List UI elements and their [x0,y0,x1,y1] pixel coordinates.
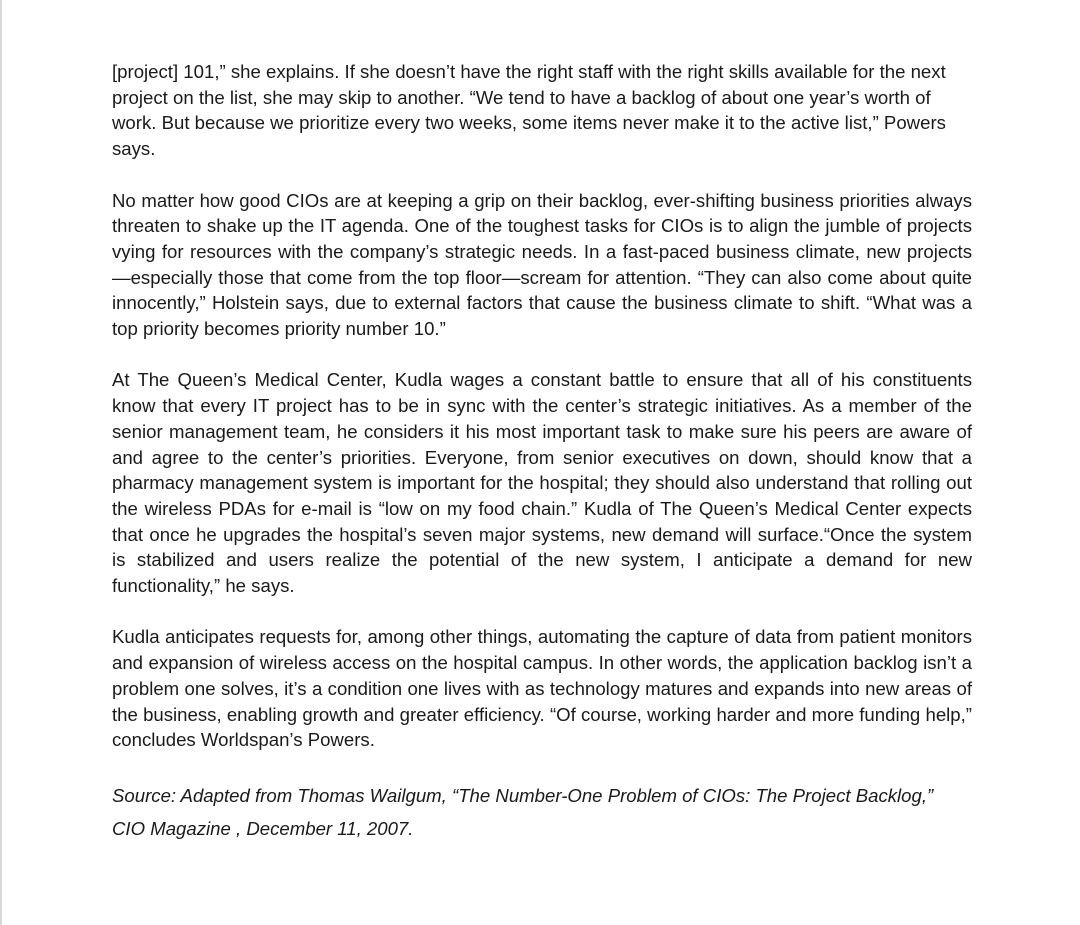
paragraph-4: Kudla anticipates requests for, among other things, automating the capture of data from patient monitors and expansion of wireless access on the hospital campus. In other words, the application backlog isn’t a problem one solves, it’s a condition one lives with as technology matures and expands into new areas of the business, enabling growth and greater efficiency. “Of course, working harder and more funding help,” concludes Worldspan’s Powers. [112,626,972,751]
document-body [112,59,972,845]
source-citation-line-1: Source: Adapted from Thomas Wailgum, “The Number-One Problem of CIOs: The Project Backlog,” [112,784,934,806]
paragraph-3: At The Queen’s Medical Center, Kudla wages a constant battle to ensure that all of his constituents know that every IT project has to be in sync with the center’s strategic initiatives. As a member of the senior management team, he considers it his most important task to make sure his peers are aware of and agree to the center’s priorities. Everyone, from senior executives on down, should know that a pharmacy management system is important for the hospital; they should also understand that rolling out the wireless PDAs for e-mail is “low on my food chain.” Kudla of The Queen’s Medical Center expects that once he upgrades the hospital’s seven major systems, new demand will surface.“Once the system is stabilized and users realize the potential of the new system, I anticipate a demand for new functionality,” he says. [112,369,972,597]
paragraph-1: [project] 101,” she explains. If she doesn’t have the right staff with the right skills available for the next project on the list, she may skip to another. “We tend to have a backlog of about one year’s worth of work. But because we prioritize every two weeks, some items never make it to the active list,” Powers says. [112,61,946,160]
source-citation [112,779,972,845]
paragraph-2: No matter how good CIOs are at keeping a grip on their backlog, ever-shifting business priorities always threaten to shake up the IT agenda. One of the toughest tasks for CIOs is to align the jumble of projects vying for resources with the company’s strategic needs. In a fast-paced business climate, new projects—especially those that come from the top floor—scream for attention. “They can also come about quite innocently,” Holstein says, due to external factors that cause the business climate to shift. “What was a top priority becomes priority number 10.” [112,189,972,340]
source-citation-line-2: CIO Magazine , December 11, 2007. [112,817,414,839]
